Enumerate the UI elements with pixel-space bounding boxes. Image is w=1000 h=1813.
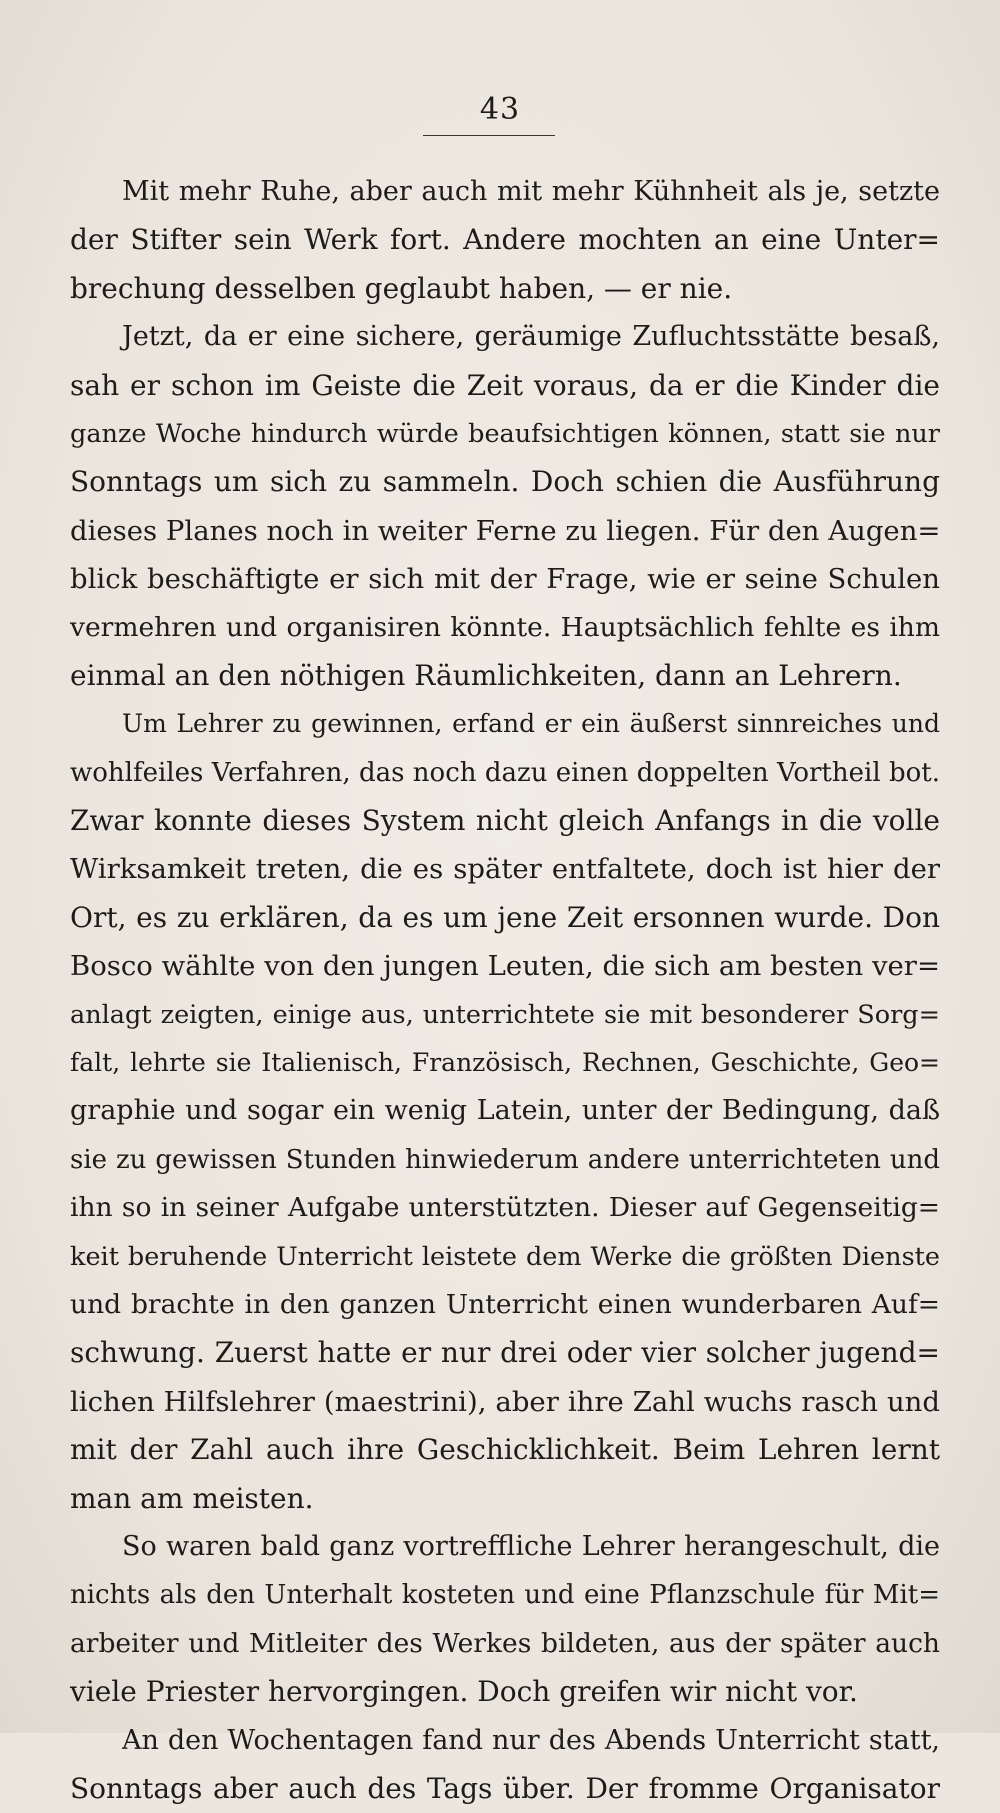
- text-line: vermehren und organisiren könnte. Hauptsächlich fehlte es ihm: [70, 604, 940, 652]
- text-line: Zwar konnte dieses System nicht gleich Anfangs in die volle: [70, 797, 940, 845]
- text-line: sah er schon im Geiste die Zeit voraus, da er die Kinder die: [70, 362, 940, 410]
- text-line: anlagt zeigten, einige aus, unterrichtete sie mit besonderer Sorg=: [70, 991, 940, 1039]
- paragraph-2: [70, 313, 940, 700]
- text-line: An den Wochentagen fand nur des Abends Unterricht statt,: [70, 1717, 940, 1765]
- paragraph-4: [70, 1523, 940, 1717]
- text-line: brechung desselben geglaubt haben, — er nie.: [70, 265, 940, 313]
- text-line: schwung. Zuerst hatte er nur drei oder vier solcher jugend=: [70, 1329, 940, 1377]
- text-line: dieses Planes noch in weiter Ferne zu liegen. Für den Augen=: [70, 507, 940, 555]
- text-line: Bosco wählte von den jungen Leuten, die sich am besten ver=: [70, 942, 940, 990]
- text-line: arbeiter und Mitleiter des Werkes bildeten, aus der später auch: [70, 1620, 940, 1668]
- text-line: ihn so in seiner Aufgabe unterstützten. Dieser auf Gegenseitig=: [70, 1184, 940, 1232]
- text-line: Sonntags aber auch des Tags über. Der fromme Organisator: [70, 1765, 940, 1813]
- text-line: keit beruhende Unterricht leistete dem Werke die größten Dienste: [70, 1233, 940, 1281]
- text-line: einmal an den nöthigen Räumlichkeiten, dann an Lehrern.: [70, 652, 940, 700]
- text-line: Sonntags um sich zu sammeln. Doch schien die Ausführung: [70, 458, 940, 506]
- text-line: ganze Woche hindurch würde beaufsichtigen können, statt sie nur: [70, 410, 940, 458]
- text-line: lichen Hilfslehrer (maestrini), aber ihre Zahl wuchs rasch und: [70, 1378, 940, 1426]
- paragraph-5: [70, 1717, 940, 1813]
- text-line: der Stifter sein Werk fort. Andere mochten an eine Unter=: [70, 216, 940, 264]
- text-line: viele Priester hervorgingen. Doch greifen wir nicht vor.: [70, 1668, 940, 1716]
- text-line: So waren bald ganz vortreffliche Lehrer herangeschult, die: [70, 1523, 940, 1571]
- header-rule: [423, 135, 555, 136]
- paragraph-3: [70, 700, 940, 1523]
- text-line: sie zu gewissen Stunden hinwiederum andere unterrichteten und: [70, 1136, 940, 1184]
- text-line: blick beschäftigte er sich mit der Frage, wie er seine Schulen: [70, 555, 940, 603]
- body-text: [70, 168, 940, 1813]
- page-number: 43: [0, 92, 1000, 127]
- text-line: nichts als den Unterhalt kosteten und eine Pflanzschule für Mit=: [70, 1571, 940, 1619]
- text-line: wohlfeiles Verfahren, das noch dazu einen doppelten Vortheil bot.: [70, 749, 940, 797]
- text-line: mit der Zahl auch ihre Geschicklichkeit. Beim Lehren lernt: [70, 1426, 940, 1474]
- text-line: Um Lehrer zu gewinnen, erfand er ein äußerst sinnreiches und: [70, 700, 940, 748]
- text-line: falt, lehrte sie Italienisch, Französisch, Rechnen, Geschichte, Geo=: [70, 1039, 940, 1087]
- text-line: Jetzt, da er eine sichere, geräumige Zufluchtsstätte besaß,: [70, 313, 940, 361]
- text-line: graphie und sogar ein wenig Latein, unter der Bedingung, daß: [70, 1087, 940, 1135]
- text-line: man am meisten.: [70, 1475, 940, 1523]
- text-line: Ort, es zu erklären, da es um jene Zeit ersonnen wurde. Don: [70, 894, 940, 942]
- text-line: und brachte in den ganzen Unterricht einen wunderbaren Auf=: [70, 1281, 940, 1329]
- text-line: Mit mehr Ruhe, aber auch mit mehr Kühnheit als je, setzte: [70, 168, 940, 216]
- paragraph-1: [70, 168, 940, 313]
- text-line: Wirksamkeit treten, die es später entfaltete, doch ist hier der: [70, 845, 940, 893]
